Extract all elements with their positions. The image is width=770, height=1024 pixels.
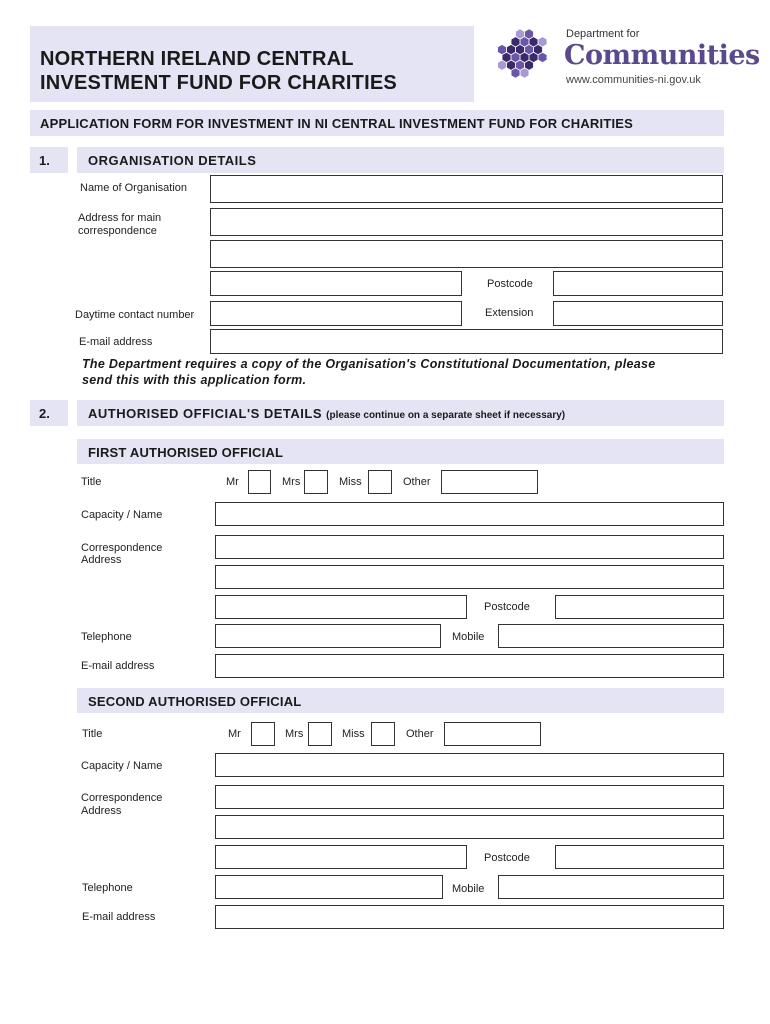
second-capacity-field[interactable] xyxy=(215,753,724,777)
first-mobile-field[interactable] xyxy=(498,624,724,648)
second-postcode-label: Postcode xyxy=(484,852,530,864)
first-mr-label: Mr xyxy=(226,476,239,488)
page-title-line1: NORTHERN IRELAND CENTRAL xyxy=(40,48,354,70)
hexagon-cluster-icon xyxy=(496,28,556,90)
second-official-heading: SECOND AUTHORISED OFFICIAL xyxy=(88,694,302,709)
note-line1: The Department requires a copy of the Organisation's Constitutional Documentation, please xyxy=(82,357,656,371)
section2-heading-note: (please continue on a separate sheet if necessary) xyxy=(326,410,566,421)
section2-number: 2. xyxy=(39,406,50,421)
second-corr-label-line2: Address xyxy=(81,805,122,817)
header-title-box xyxy=(30,26,474,102)
first-address-field-1[interactable] xyxy=(215,535,724,559)
logo-hexagon xyxy=(516,29,524,38)
second-telephone-field[interactable] xyxy=(215,875,443,899)
note-line2: send this with this application form. xyxy=(82,373,307,387)
second-mobile-label: Mobile xyxy=(452,883,485,895)
logo-hexagon xyxy=(525,29,533,38)
first-email-field[interactable] xyxy=(215,654,724,678)
section2-heading-text: AUTHORISED OFFICIAL'S DETAILS xyxy=(88,406,323,421)
logo-hexagon xyxy=(529,53,537,62)
section2-heading xyxy=(88,406,565,421)
first-corr-label-line2: Address xyxy=(81,554,122,566)
logo-hexagon xyxy=(511,53,519,62)
logo-hexagon xyxy=(511,68,519,77)
second-miss-checkbox[interactable] xyxy=(371,722,395,746)
first-mrs-label: Mrs xyxy=(282,476,301,488)
form-title: APPLICATION FORM FOR INVESTMENT IN NI CENTRAL INVESTMENT FUND FOR CHARITIES xyxy=(40,116,634,131)
email-field[interactable] xyxy=(210,329,723,354)
first-mobile-label: Mobile xyxy=(452,631,485,643)
postcode-field[interactable] xyxy=(553,271,723,296)
logo-hexagon xyxy=(516,45,524,54)
section1-number-box xyxy=(30,147,68,173)
section1-heading-band xyxy=(77,147,724,173)
extension-label: Extension xyxy=(485,307,534,319)
second-email-label: E-mail address xyxy=(82,911,156,923)
section2-heading-band xyxy=(77,400,724,426)
logo-hexagon xyxy=(498,61,506,70)
second-mr-checkbox[interactable] xyxy=(251,722,275,746)
second-other-label: Other xyxy=(406,728,434,740)
first-email-label: E-mail address xyxy=(81,660,155,672)
logo-name: Communities xyxy=(564,40,760,71)
second-address-field-3[interactable] xyxy=(215,845,467,869)
logo-hexagon xyxy=(520,37,528,46)
postcode-label: Postcode xyxy=(487,278,533,290)
logo-hexagon xyxy=(511,37,519,46)
second-telephone-label: Telephone xyxy=(82,882,133,894)
logo-hexagon xyxy=(538,53,546,62)
address-field-3[interactable] xyxy=(210,271,462,296)
documentation-note xyxy=(82,356,722,388)
second-corr-label-line1: Correspondence xyxy=(81,792,163,804)
logo-hexagon xyxy=(507,45,515,54)
first-miss-checkbox[interactable] xyxy=(368,470,392,494)
address-label-line1: Address for main xyxy=(78,212,162,224)
page-title-line2: INVESTMENT FUND FOR CHARITIES xyxy=(40,72,397,94)
second-capacity-label: Capacity / Name xyxy=(81,760,163,772)
second-official-heading-band xyxy=(77,688,724,713)
address-label-line2: correspondence xyxy=(78,225,157,237)
logo-hexagon xyxy=(529,37,537,46)
section2-number-box xyxy=(30,400,68,426)
logo-url: www.communities-ni.gov.uk xyxy=(566,74,701,86)
logo-hexagon xyxy=(507,61,515,70)
first-capacity-field[interactable] xyxy=(215,502,724,526)
logo-hexagon xyxy=(525,45,533,54)
daytime-field[interactable] xyxy=(210,301,462,326)
logo-hexagon xyxy=(520,53,528,62)
second-address-field-1[interactable] xyxy=(215,785,724,809)
logo-hexagon xyxy=(502,53,510,62)
second-address-field-2[interactable] xyxy=(215,815,724,839)
second-postcode-field[interactable] xyxy=(555,845,724,869)
second-email-field[interactable] xyxy=(215,905,724,929)
first-corr-label-line1: Correspondence xyxy=(81,542,163,554)
second-miss-label: Miss xyxy=(342,728,365,740)
section1-heading: ORGANISATION DETAILS xyxy=(88,153,257,168)
section1-number: 1. xyxy=(39,153,50,168)
logo-hexagon xyxy=(525,61,533,70)
department-logo xyxy=(496,28,760,98)
first-mrs-checkbox[interactable] xyxy=(304,470,328,494)
org-name-field[interactable] xyxy=(210,175,723,203)
first-mr-checkbox[interactable] xyxy=(248,470,271,494)
first-telephone-field[interactable] xyxy=(215,624,441,648)
logo-hexagon xyxy=(538,37,546,46)
logo-dept-for: Department for xyxy=(566,28,640,40)
second-mrs-checkbox[interactable] xyxy=(308,722,332,746)
first-address-field-3[interactable] xyxy=(215,595,467,619)
daytime-label: Daytime contact number xyxy=(75,309,195,321)
address-field-2[interactable] xyxy=(210,240,723,268)
first-telephone-label: Telephone xyxy=(81,631,132,643)
second-mobile-field[interactable] xyxy=(498,875,724,899)
first-capacity-label: Capacity / Name xyxy=(81,509,163,521)
first-postcode-field[interactable] xyxy=(555,595,724,619)
second-mr-label: Mr xyxy=(228,728,241,740)
form-title-band xyxy=(30,110,724,136)
logo-hexagon xyxy=(516,61,524,70)
first-address-field-2[interactable] xyxy=(215,565,724,589)
first-other-field[interactable] xyxy=(441,470,538,494)
logo-hexagon xyxy=(520,68,528,77)
logo-hexagon xyxy=(498,45,506,54)
first-miss-label: Miss xyxy=(339,476,362,488)
first-title-label: Title xyxy=(81,476,102,488)
email-label: E-mail address xyxy=(79,336,153,348)
first-other-label: Other xyxy=(403,476,431,488)
second-other-field[interactable] xyxy=(444,722,541,746)
first-official-heading: FIRST AUTHORISED OFFICIAL xyxy=(88,445,284,460)
logo-hexagon xyxy=(534,45,542,54)
first-official-heading-band xyxy=(77,439,724,464)
first-postcode-label: Postcode xyxy=(484,601,530,613)
extension-field[interactable] xyxy=(553,301,723,326)
address-field-1[interactable] xyxy=(210,208,723,236)
org-name-label: Name of Organisation xyxy=(80,182,187,194)
second-title-label: Title xyxy=(82,728,103,740)
second-mrs-label: Mrs xyxy=(285,728,304,740)
